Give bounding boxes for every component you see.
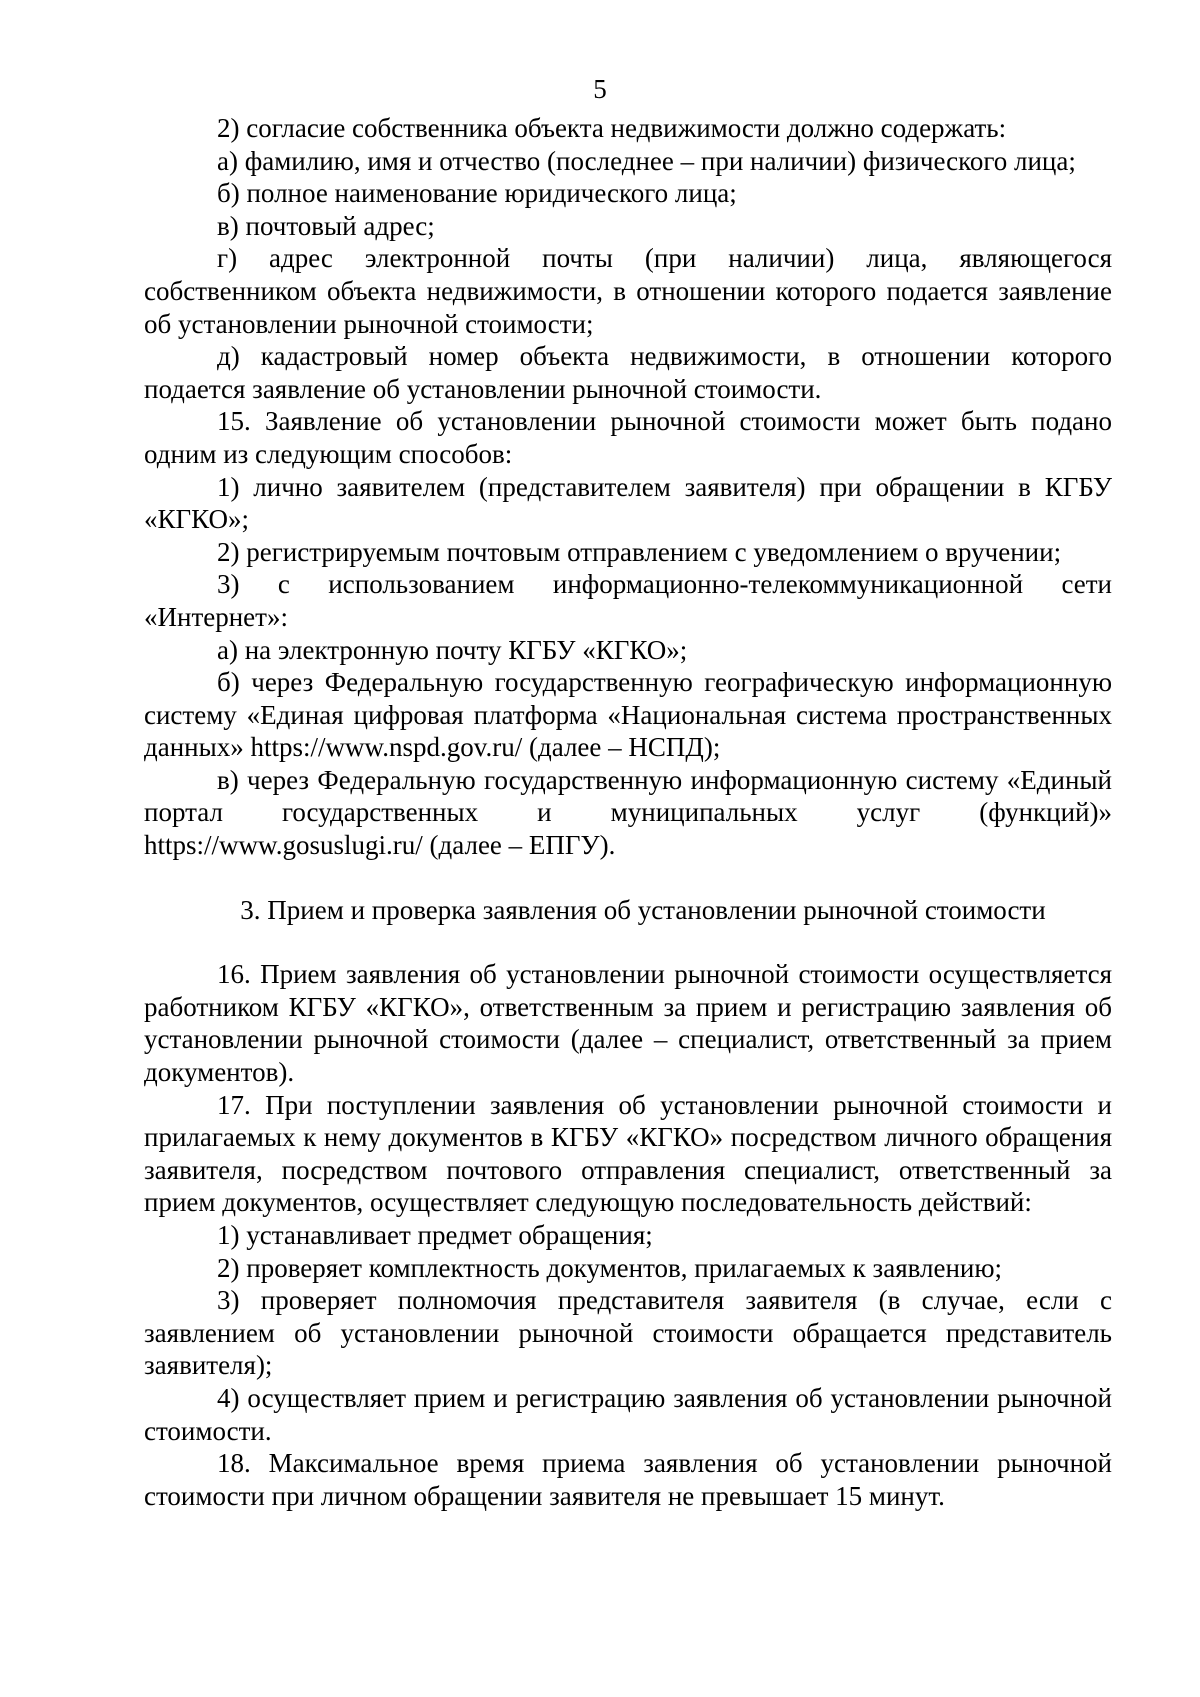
paragraph-method-3-b: б) через Федеральную государственную географическую информационную систему «Единая цифровая платформа «Национальная система пространственных данных» https://www.nspd.gov.ru/ (далее – НСПД); bbox=[144, 667, 1112, 763]
paragraph-method-2: 2) регистрируемым почтовым отправлением с уведомлением о вручении; bbox=[217, 536, 1062, 567]
paragraph-method-3: 3) с использованием информационно-телекоммуникационной сети «Интернет»: bbox=[144, 569, 1112, 632]
document-body bbox=[144, 112, 1112, 1512]
paragraph-action-4: 4) осуществляет прием и регистрацию заявления об установлении рыночной стоимости. bbox=[144, 1382, 1112, 1446]
paragraph-action-3: 3) проверяет полномочия представителя заявителя (в случае, если с заявлением об установлении рыночной стоимости обращается представитель заявителя); bbox=[144, 1285, 1112, 1381]
section-heading: 3. Прием и проверка заявления об установлении рыночной стоимости bbox=[240, 894, 1046, 925]
paragraph-method-1: 1) лично заявителем (представителем заявителя) при обращении в КГБУ «КГКО»; bbox=[144, 471, 1112, 535]
paragraph-owner-consent: 2) согласие собственника объекта недвижимости должно содержать: bbox=[217, 113, 1007, 143]
paragraph-clause-17: 17. При поступлении заявления об установлении рыночной стоимости и прилагаемых к нему документов в КГБУ «КГКО» посредством личного обращения заявителя, посредством почтового отправления специалист, ответственный за прием документов, осуществляет следующую последовательность действий: bbox=[144, 1089, 1112, 1218]
paragraph-action-1: 1) устанавливает предмет обращения; bbox=[217, 1220, 653, 1250]
paragraph-method-3-v: в) через Федеральную государственную информационную систему «Единый портал государственных и муниципальных услуг (функций)» https://www.gosuslugi.ru/ (далее – ЕПГУ). bbox=[144, 764, 1112, 861]
paragraph-consent-item-v: в) почтовый адрес; bbox=[217, 210, 435, 241]
paragraph-clause-18: 18. Максимальное время приема заявления об установлении рыночной стоимости при личном обращении заявителя не превышает 15 минут. bbox=[144, 1448, 1112, 1511]
paragraph-method-3-a: а) на электронную почту КГБУ «КГКО»; bbox=[217, 634, 688, 665]
paragraph-consent-item-d: д) кадастровый номер объекта недвижимости, в отношении которого подается заявление об установлении рыночной стоимости. bbox=[144, 341, 1112, 404]
paragraph-consent-item-g: г) адрес электронной почты (при наличии) лица, являющегося собственником объекта недвижимости, в отношении которого подается заявление об установлении рыночной стоимости; bbox=[144, 243, 1112, 339]
paragraph-action-2: 2) проверяет комплектность документов, прилагаемых к заявлению; bbox=[217, 1252, 1003, 1283]
paragraph-clause-15: 15. Заявление об установлении рыночной стоимости может быть подано одним из следующим способов: bbox=[144, 406, 1112, 469]
paragraph-clause-16: 16. Прием заявления об установлении рыночной стоимости осуществляется работником КГБУ «КГКО», ответственным за прием и регистрацию заявления об установлении рыночной стоимости (далее – специалист, ответственный за прием документов). bbox=[144, 959, 1112, 1088]
page-number: 5 bbox=[593, 74, 607, 104]
paragraph-consent-item-b: б) полное наименование юридического лица; bbox=[217, 178, 737, 209]
paragraph-consent-item-a: а) фамилию, имя и отчество (последнее – при наличии) физического лица; bbox=[217, 145, 1076, 176]
